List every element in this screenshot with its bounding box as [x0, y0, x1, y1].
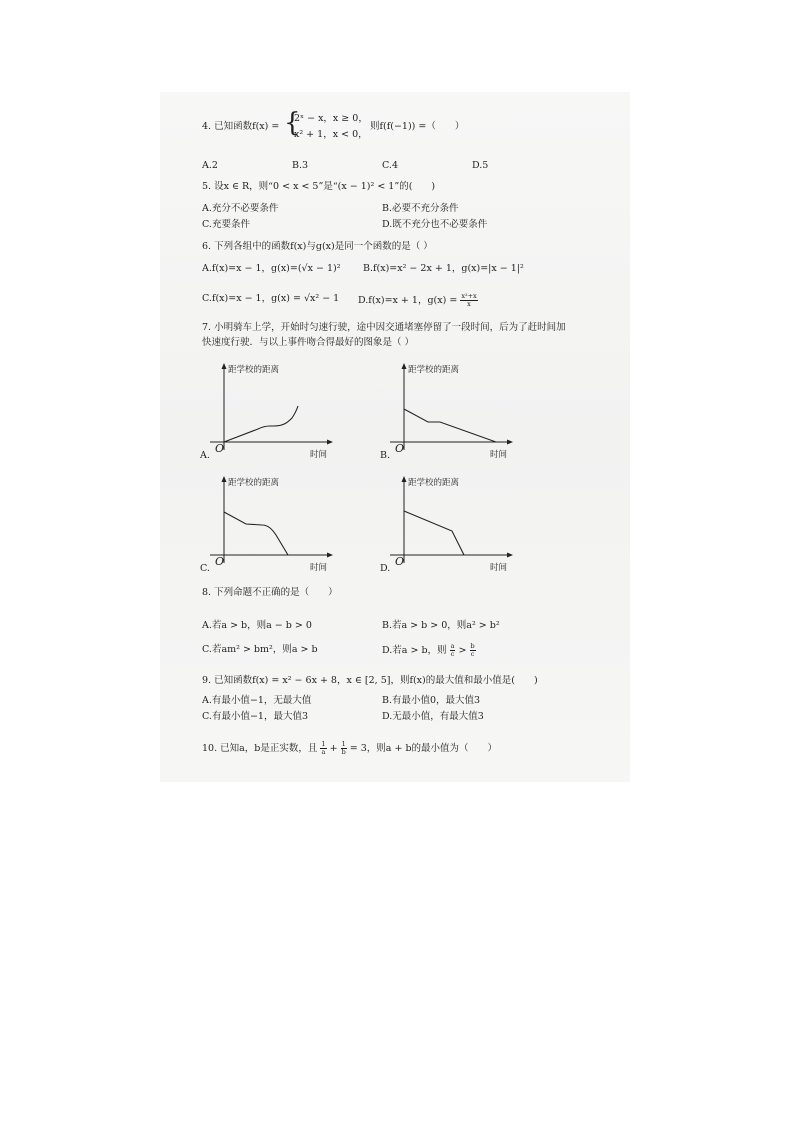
- q7-stem-line1: 7. 小明骑车上学，开始时匀速行驶，途中因交通堵塞停留了一段时间，后为了赶时间加: [202, 322, 566, 333]
- q6-option-d-text: D.f(x)=x + 1，g(x) =: [358, 295, 458, 306]
- q8-frac2-den: c: [470, 650, 475, 658]
- q8-option-d: [382, 643, 476, 658]
- graph-c-curve: [224, 512, 288, 555]
- q9-option-c: C.有最小值−1，最大值3: [202, 711, 308, 722]
- q9-stem: 9. 已知函数f(x) = x² − 6x + 8，x ∈ [2, 5]，则f(x)的最大值和最小值是( ): [202, 675, 538, 686]
- q4-case2: x² + 1，x < 0，: [294, 129, 368, 140]
- graph-d-x-arrow: [507, 553, 513, 558]
- q10-stem-pre: 10. 已知a，b是正实数，且: [202, 743, 318, 754]
- graph-d-y-label: 距学校的距离: [408, 478, 460, 488]
- graph-c-svg: [206, 475, 336, 575]
- graph-a-origin: O: [215, 442, 225, 455]
- q8-option-b: B.若a > b > 0，则a² > b²: [382, 620, 500, 631]
- q9-option-b: B.有最小值0，最大值3: [382, 695, 481, 706]
- q8-option-a: A.若a > b，则a − b > 0: [202, 620, 312, 631]
- graph-c-x-label: 时间: [310, 563, 328, 573]
- q9-option-a: A.有最小值−1，无最大值: [202, 695, 312, 706]
- q4-suffix: 则f(f(−1)) =（ ）: [370, 121, 465, 132]
- q5-option-a: A.充分不必要条件: [202, 203, 279, 214]
- q10-frac2-den: b: [341, 748, 346, 756]
- q9-option-d: D.无最小值，有最大值3: [382, 711, 484, 722]
- q10-frac2-num: 1: [341, 740, 346, 748]
- graph-d-x-label: 时间: [490, 563, 508, 573]
- graph-c-x-arrow: [327, 553, 333, 558]
- q4-option-d: D.5: [472, 160, 489, 171]
- graph-c-origin: O: [215, 555, 225, 568]
- q6-stem: 6. 下列各组中的函数f(x)与g(x)是同一个函数的是（ ）: [202, 241, 433, 252]
- q8-option-c: C.若am² > bm²，则a > b: [202, 644, 318, 655]
- graph-a: [206, 362, 336, 462]
- q10-stem-post: = 3，则a + b的最小值为（ ）: [349, 743, 498, 754]
- q5-option-b: B.必要不充分条件: [382, 203, 459, 214]
- q8-fraction-a-over-c: [450, 643, 456, 658]
- q5-option-d: D.既不充分也不必要条件: [382, 219, 488, 230]
- q10-fraction-1-over-b: [341, 741, 347, 756]
- q10-fraction-1-over-a: [320, 741, 326, 756]
- q8-frac2-num: b: [470, 642, 475, 650]
- q10-plus: +: [329, 743, 338, 754]
- graph-b-origin: O: [395, 442, 405, 455]
- graph-a-y-label: 距学校的距离: [228, 365, 280, 375]
- q6-frac-denominator: x: [467, 300, 471, 308]
- q8-frac1-num: a: [450, 642, 455, 650]
- q5-stem: 5. 设x ∈ R，则“0 < x < 5”是“(x − 1)² < 1”的( ): [202, 181, 436, 192]
- q4-case1: 2ˣ − x，x ≥ 0，: [294, 113, 368, 124]
- q4-brace: {: [284, 108, 301, 138]
- graph-b-curve: [404, 409, 496, 442]
- q10-stem: [202, 741, 497, 756]
- graph-a-curve: [224, 406, 298, 442]
- q8-option-d-relation: >: [458, 645, 467, 656]
- q8-stem: 8. 下列命题不正确的是（ ）: [202, 587, 338, 598]
- graph-d: [386, 475, 516, 575]
- q4-option-a: A.2: [202, 160, 218, 171]
- graph-d-origin: O: [395, 555, 405, 568]
- graph-a-x-label: 时间: [310, 450, 328, 460]
- graph-d-y-arrow: [402, 476, 407, 482]
- graph-c: [206, 475, 336, 575]
- q6-option-a: A.f(x)=x − 1，g(x)=(√x − 1)²: [202, 263, 341, 274]
- q6-option-c: C.f(x)=x − 1，g(x) = √x² − 1: [202, 293, 340, 304]
- graph-b-y-label: 距学校的距离: [408, 365, 460, 375]
- q7-stem-line2: 快速度行驶．与以上事件吻合得最好的图象是（ ）: [202, 337, 415, 348]
- q4-option-b: B.3: [292, 160, 309, 171]
- graph-c-letter: C.: [200, 563, 210, 574]
- graph-d-letter: D.: [380, 563, 391, 574]
- q6-option-d: [358, 293, 478, 308]
- graph-c-y-label: 距学校的距离: [228, 478, 280, 488]
- graph-d-svg: [386, 475, 516, 575]
- q6-option-b: B.f(x)=x² − 2x + 1，g(x)=|x − 1|²: [363, 263, 524, 274]
- graph-a-x-arrow: [327, 440, 333, 445]
- graph-b-svg: [386, 362, 516, 462]
- q4-prefix: 4. 已知函数f(x) =: [202, 121, 280, 132]
- q6-option-d-fraction: [460, 293, 477, 308]
- q5-option-c: C.充要条件: [202, 219, 250, 230]
- graph-a-svg: [206, 362, 336, 462]
- graph-c-y-arrow: [222, 476, 227, 482]
- graph-a-y-arrow: [222, 363, 227, 369]
- q4-option-c: C.4: [382, 160, 398, 171]
- graph-d-curve: [404, 511, 464, 555]
- q10-frac1-num: 1: [321, 740, 326, 748]
- q8-option-d-text: D.若a > b，则: [382, 645, 447, 656]
- graph-a-letter: A.: [200, 450, 210, 461]
- graph-b-y-arrow: [402, 363, 407, 369]
- graph-b-x-arrow: [507, 440, 513, 445]
- graph-b-x-label: 时间: [490, 450, 508, 460]
- q8-frac1-den: c: [450, 650, 455, 658]
- q8-fraction-b-over-c: [470, 643, 476, 658]
- graph-b: [386, 362, 516, 462]
- q6-frac-numerator: x²+x: [461, 292, 477, 300]
- q10-frac1-den: a: [321, 748, 326, 756]
- graph-b-letter: B.: [380, 450, 391, 461]
